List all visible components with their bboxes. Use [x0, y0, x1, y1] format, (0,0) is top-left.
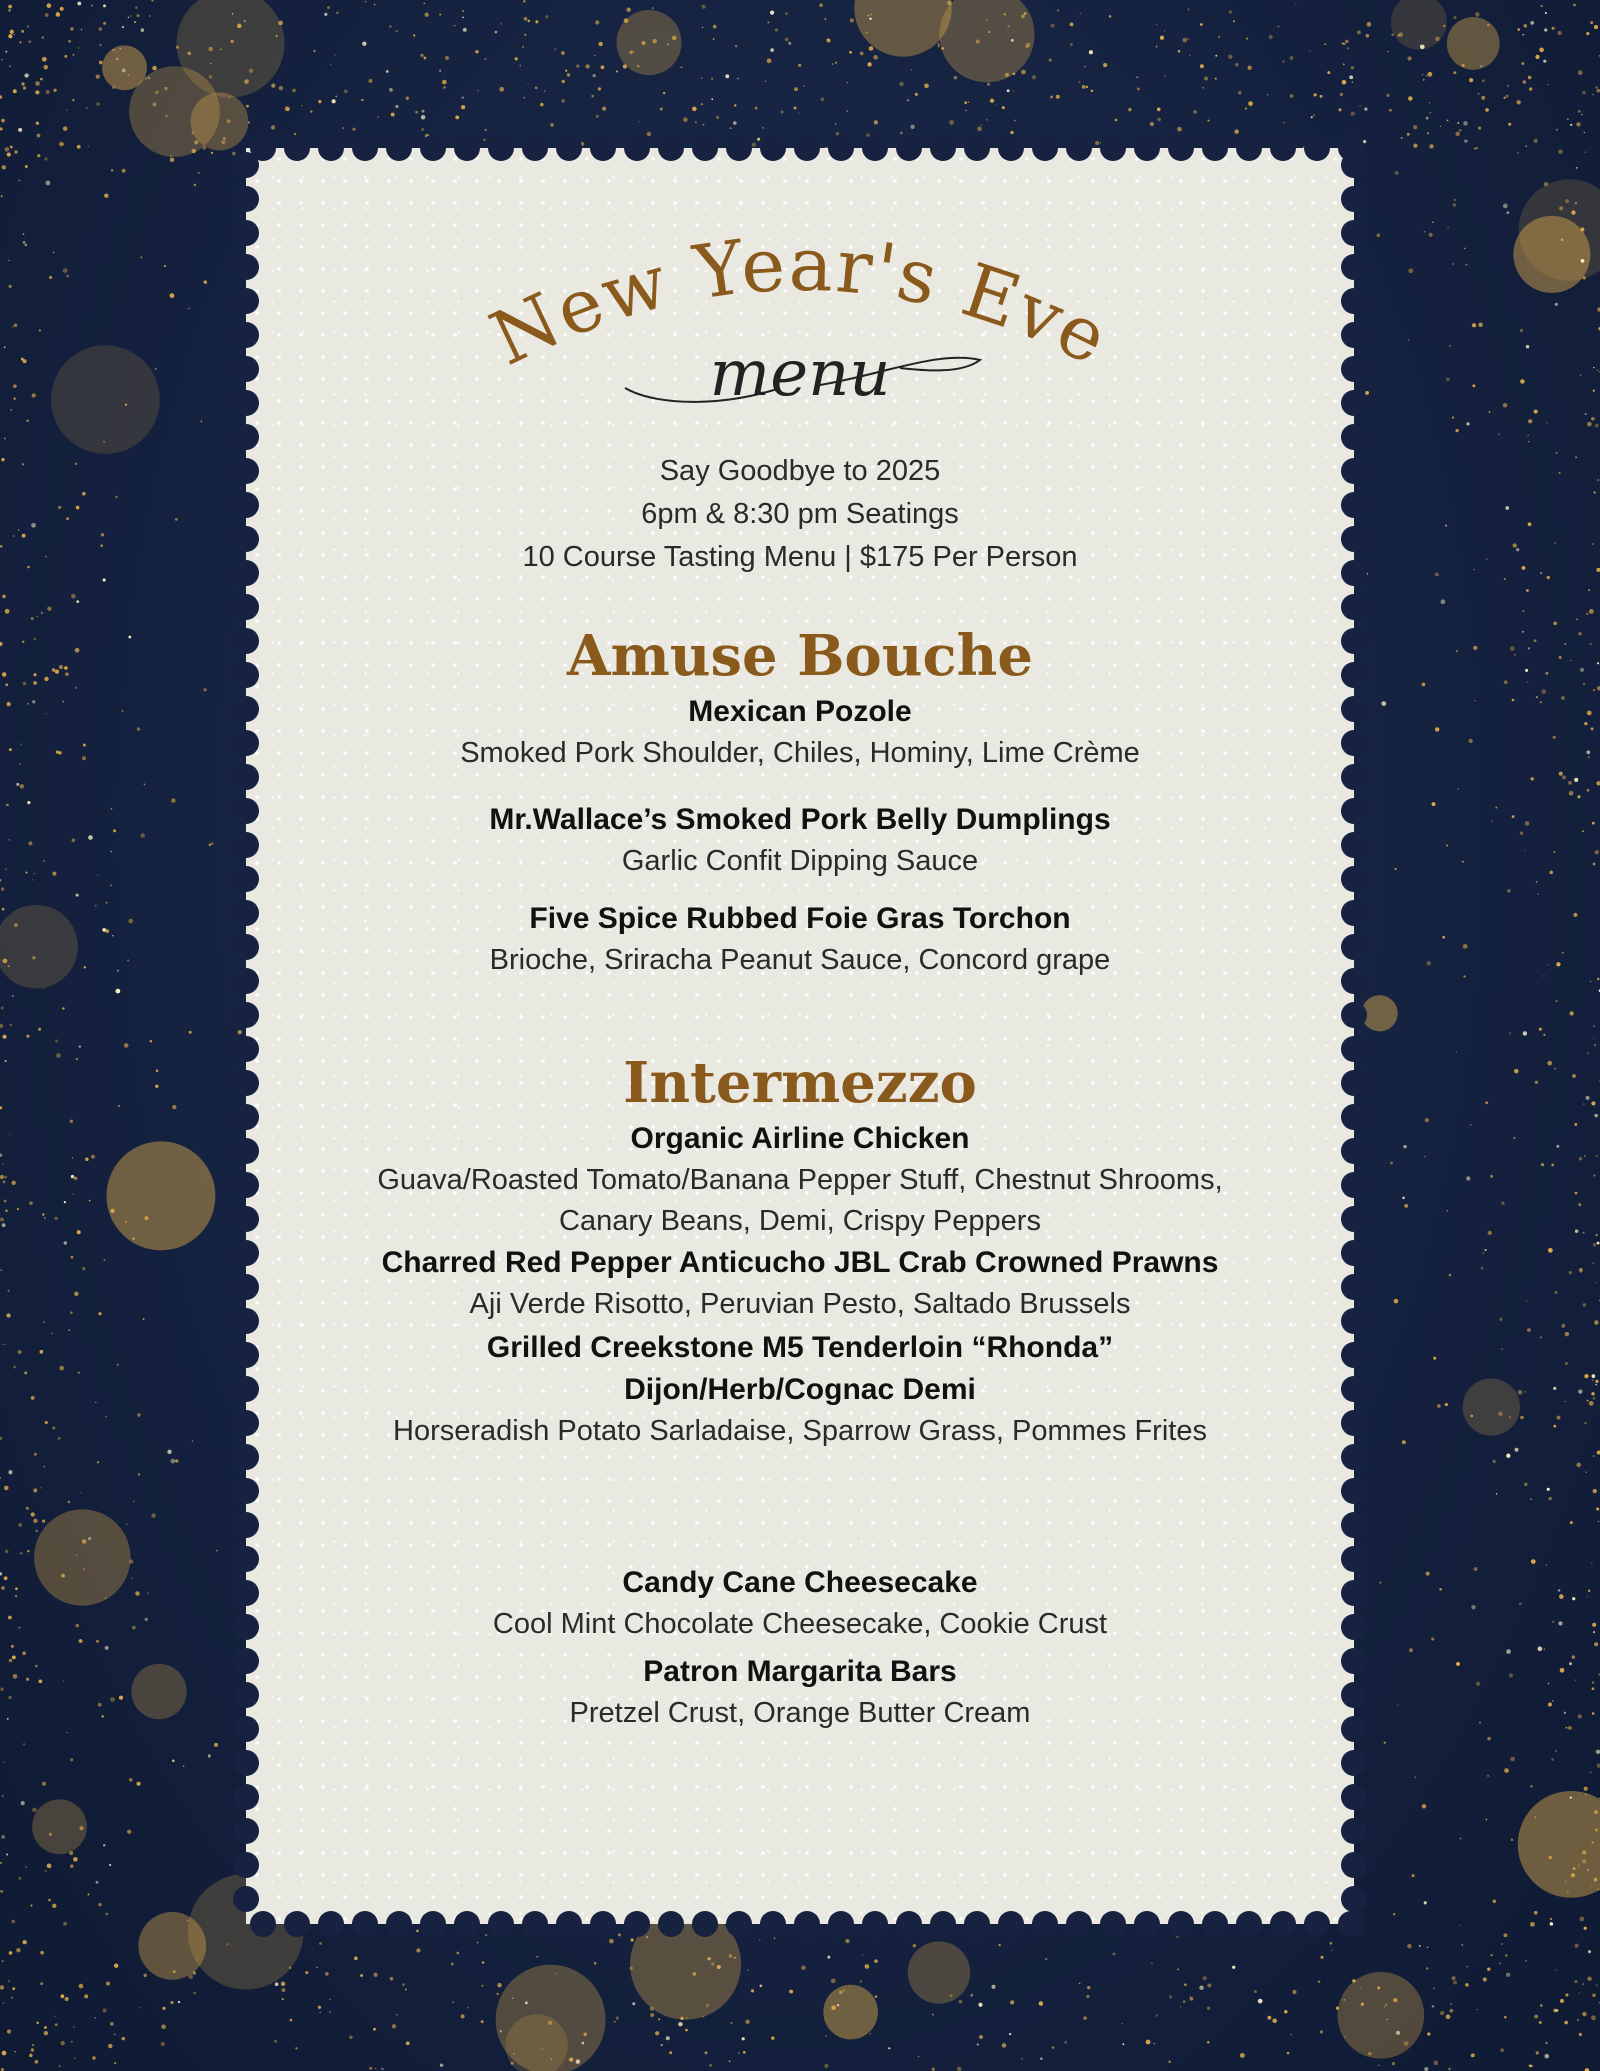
section-heading-amuse: Amuse Bouche — [567, 623, 1033, 689]
title-text: New Year's Eve — [478, 221, 1123, 383]
menu-item-name: Five Spice Rubbed Foie Gras Torchon — [529, 902, 1071, 935]
menu-item-desc: Horseradish Potato Sarladaise, Sparrow Grass, Pommes Frites — [393, 1415, 1207, 1447]
intro-line-3: 10 Course Tasting Menu | $175 Per Person — [522, 541, 1078, 573]
intro-line-2: 6pm & 8:30 pm Seatings — [641, 498, 959, 530]
dessert-section — [246, 1562, 1354, 1734]
menu-item-name: Patron Margarita Bars — [643, 1655, 957, 1688]
menu-item-name: Grilled Creekstone M5 Tenderloin “Rhonda” — [486, 1331, 1114, 1364]
menu-item-desc: Pretzel Crust, Orange Butter Cream — [569, 1697, 1031, 1729]
menu-item-name: Charred Red Pepper Anticucho JBL Crab Crowned Prawns — [381, 1246, 1219, 1279]
menu-item-desc: Guava/Roasted Tomato/Banana Pepper Stuff, Chestnut Shrooms, — [377, 1164, 1223, 1196]
intermezzo-section — [246, 1048, 1354, 1452]
menu-item-desc: Smoked Pork Shoulder, Chiles, Hominy, Lime Crème — [460, 737, 1140, 769]
menu-item-desc: Garlic Confit Dipping Sauce — [621, 845, 979, 877]
menu-item-name: Mexican Pozole — [688, 695, 912, 728]
intro-line-1: Say Goodbye to 2025 — [659, 455, 941, 487]
menu-item-name: Mr.Wallace’s Smoked Pork Belly Dumplings — [489, 803, 1111, 836]
menu-item-desc: Brioche, Sriracha Peanut Sauce, Concord grape — [489, 944, 1111, 976]
amuse-section — [246, 621, 1354, 981]
section-heading-intermezzo: Intermezzo — [623, 1050, 977, 1116]
menu-item-desc: Canary Beans, Demi, Crispy Peppers — [559, 1205, 1041, 1237]
subtitle-text: menu — [709, 337, 891, 411]
menu-title — [400, 200, 1200, 460]
menu-item-name: Organic Airline Chicken — [630, 1122, 970, 1155]
menu-item-name: Candy Cane Cheesecake — [622, 1566, 978, 1599]
menu-item-desc: Cool Mint Chocolate Cheesecake, Cookie Crust — [492, 1608, 1108, 1640]
menu-item-desc: Aji Verde Risotto, Peruvian Pesto, Saltado Brussels — [469, 1288, 1131, 1320]
menu-item-name: Dijon/Herb/Cognac Demi — [624, 1373, 976, 1406]
intro-block — [246, 450, 1354, 579]
